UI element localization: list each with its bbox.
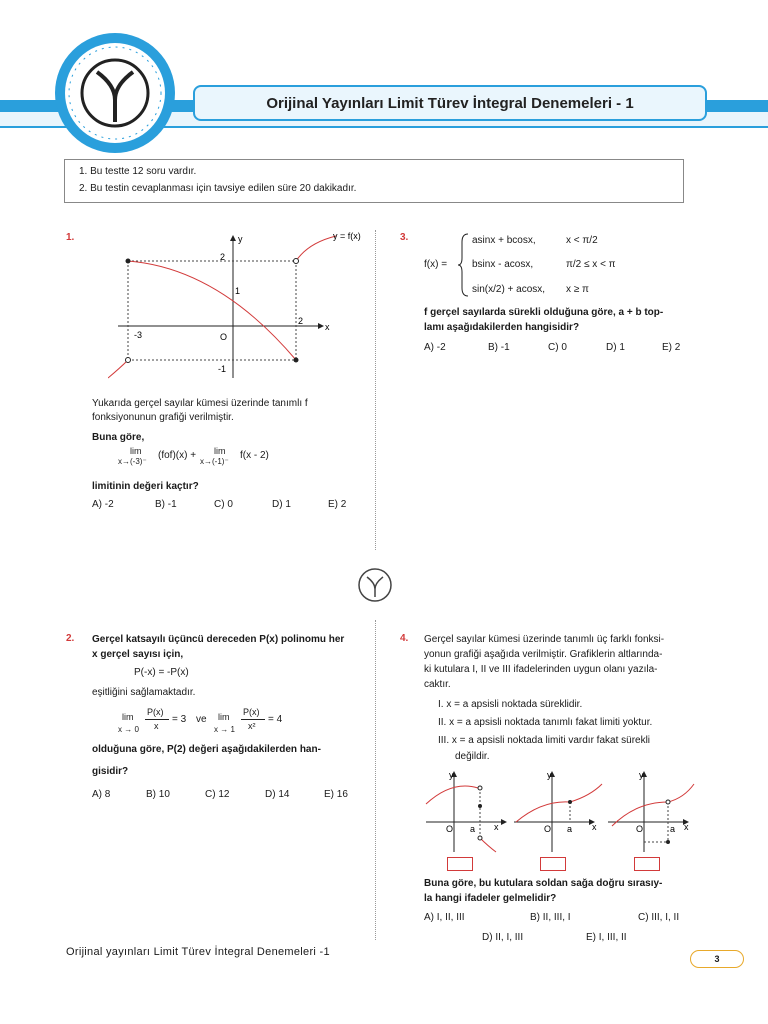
q3-cond3: x ≥ π [566,284,589,295]
q4-graph-1 [426,770,506,852]
q2-eq-b: = 4 [268,714,283,725]
q4-question-2: la hangi ifadeler gelmelidir? [424,893,557,904]
q4-option-a[interactable]: A) I, II, III [424,912,465,923]
q3-option-e[interactable]: E) 2 [662,342,681,353]
q4-question-1: Buna göre, bu kutulara soldan sağa doğru sırasıy- [424,878,663,889]
q3-cond1: x < π/2 [566,235,598,246]
q3-option-d[interactable]: D) 1 [606,342,625,353]
q1-point-filled-left [126,259,131,264]
q1-y-label: y [238,234,243,244]
q3-cond2: π/2 ≤ x < π [566,259,616,270]
page-title: Orijinal Yayınları Limit Türev İntegral Denemeleri - 1 [193,85,707,121]
q4-item-3b: değildir. [455,751,490,762]
q4-answer-box-2[interactable] [540,857,566,871]
svg-text:a: a [470,824,476,834]
q1-origin: O [220,332,228,342]
q1-lim2: lim [214,446,226,456]
q4-option-b[interactable]: B) II, III, I [530,912,571,923]
q1-point-open-right [294,259,299,264]
q4-line-4: caktır. [424,679,451,690]
q2-option-c[interactable]: C) 12 [205,789,230,800]
q1-question: limitinin değeri kaçtır? [92,481,199,492]
q2-frac-b-num: P(x) [243,707,260,717]
q2-option-a[interactable]: A) 8 [92,789,111,800]
q1-x-label: x [325,322,330,332]
q1-curve-right [296,236,336,261]
instruction-2: 2. Bu testin cevaplanması için tavsiye edilen süre 20 dakikadır. [79,183,357,194]
q1-point-filled-right [294,358,299,363]
q1-tick-2x: 2 [298,316,304,326]
q2-frac-b-bar [241,719,265,720]
q1-number: 1. [66,232,75,243]
q1-buna: Buna göre, [92,432,145,443]
q2-line-2: x gerçel sayısı için, [92,649,184,660]
q2-frac-a-den: x [154,721,159,731]
q3-case3: sin(x/2) + acosx, [472,284,546,295]
q2-lim-b: lim [218,712,230,722]
footer-text: Orijinal yayınları Limit Türev İntegral Denemeleri -1 [66,946,330,958]
q3-fx: f(x) = [424,259,448,270]
q2-frac-a-num: P(x) [147,707,164,717]
q1-curve-label: y = f(x) [333,231,361,241]
q1-text-2: fonksiyonunun grafiği verilmiştir. [92,412,234,423]
q1-option-e[interactable]: E) 2 [328,499,347,510]
q4-line-3: ki kutulara I, II ve III ifadelerinden uygun olanı yazıla- [424,664,658,675]
q1-tick-m1y: -1 [218,364,227,374]
q2-sub-a: x → 0 [118,725,139,734]
q2-option-d[interactable]: D) 14 [265,789,290,800]
q1-option-b[interactable]: B) -1 [155,499,177,510]
q1-tick-2y: 2 [220,252,226,262]
instructions-box [64,159,684,203]
q4-graph-2 [514,770,602,852]
center-logo-icon [355,545,395,625]
q4-number: 4. [400,633,409,644]
svg-text:y: y [547,770,552,780]
q2-frac-a-bar [145,719,169,720]
q3-case1: asinx + bcosx, [472,235,536,246]
q4-graph-3 [608,770,694,852]
svg-text:y: y [449,770,454,780]
column-divider-bottom [375,620,376,940]
q2-eq: P(-x) = -P(x) [134,667,189,678]
q1-lim1: lim [130,446,142,456]
q3-question-1: f gerçel sayılarda sürekli olduğuna göre, a + b top- [424,307,664,318]
q4-option-d[interactable]: D) II, I, III [482,932,524,943]
q4-option-c[interactable]: C) III, I, II [638,912,680,923]
q3-option-b[interactable]: B) -1 [488,342,510,353]
q4-item-3: III. x = a apsisli noktada limiti vardır fakat sürekli [438,735,651,746]
q2-line-1: Gerçel katsayılı üçüncü dereceden P(x) polinomu her [92,634,345,645]
q3-question-2: lamı aşağıdakilerden hangisidir? [424,322,580,333]
q1-option-a[interactable]: A) -2 [92,499,114,510]
column-divider-top [375,230,376,550]
svg-text:O: O [446,824,454,834]
q4-line-2: yonun grafiği aşağıda verilmiştir. Grafiklerin altlarında- [424,649,663,660]
q4-line-1: Gerçel sayılar kümesi üzerinde tanımlı üç farklı fonksi- [424,634,665,645]
q2-ve: ve [196,714,207,725]
q1-text-1: Yukarıda gerçel sayılar kümesi üzerinde tanımlı f [92,398,308,409]
q2-question-1: olduğuna göre, P(2) değeri aşağıdakilerden han- [92,744,321,755]
q2-sub-b: x → 1 [214,725,235,734]
q1-option-d[interactable]: D) 1 [272,499,291,510]
q4-answer-box-1[interactable] [447,857,473,871]
q2-option-e[interactable]: E) 16 [324,789,348,800]
q1-tick-m3x: -3 [134,330,143,340]
q1-curve-main [128,261,296,360]
q3-brace-icon [456,232,470,298]
q2-line-3: eşitliğini sağlamaktadır. [92,687,196,698]
q4-item-1: I. x = a apsisli noktada süreklidir. [438,699,583,710]
page-number-badge: 3 [690,950,744,968]
svg-text:O: O [636,824,644,834]
instruction-1: 1. Bu testte 12 soru vardır. [79,166,197,177]
q1-curve-left [108,360,128,378]
q1-tick-1y: 1 [235,286,241,296]
q4-answer-box-3[interactable] [634,857,660,871]
q1-graph [108,228,368,388]
q2-option-b[interactable]: B) 10 [146,789,170,800]
q1-expr2: f(x - 2) [240,450,269,461]
svg-text:a: a [567,824,573,834]
svg-text:x: x [684,822,689,832]
publisher-logo-icon [52,30,178,156]
svg-text:a: a [670,824,676,834]
q3-option-a[interactable]: A) -2 [424,342,446,353]
q3-option-c[interactable]: C) 0 [548,342,567,353]
q2-number: 2. [66,633,75,644]
q2-eq-a: = 3 [172,714,187,725]
q4-graphs [422,766,702,856]
q1-sub1: x→(-3)⁻ [118,457,147,466]
svg-text:y: y [639,770,644,780]
svg-text:x: x [592,822,597,832]
q3-number: 3. [400,232,409,243]
q4-item-2: II. x = a apsisli noktada tanımlı fakat limiti yoktur. [438,717,653,728]
q1-expr1: (fof)(x) + [158,450,197,461]
q4-option-e[interactable]: E) I, III, II [586,932,627,943]
q2-frac-b-den: x² [248,721,256,731]
q1-point-open-left [126,358,131,363]
q1-sub2: x→(-1)⁻ [200,457,229,466]
q2-question-2: gisidir? [92,766,129,777]
q1-option-c[interactable]: C) 0 [214,499,233,510]
svg-text:O: O [544,824,552,834]
q3-case2: bsinx - acosx, [472,259,534,270]
q2-lim-a: lim [122,712,134,722]
svg-text:x: x [494,822,499,832]
